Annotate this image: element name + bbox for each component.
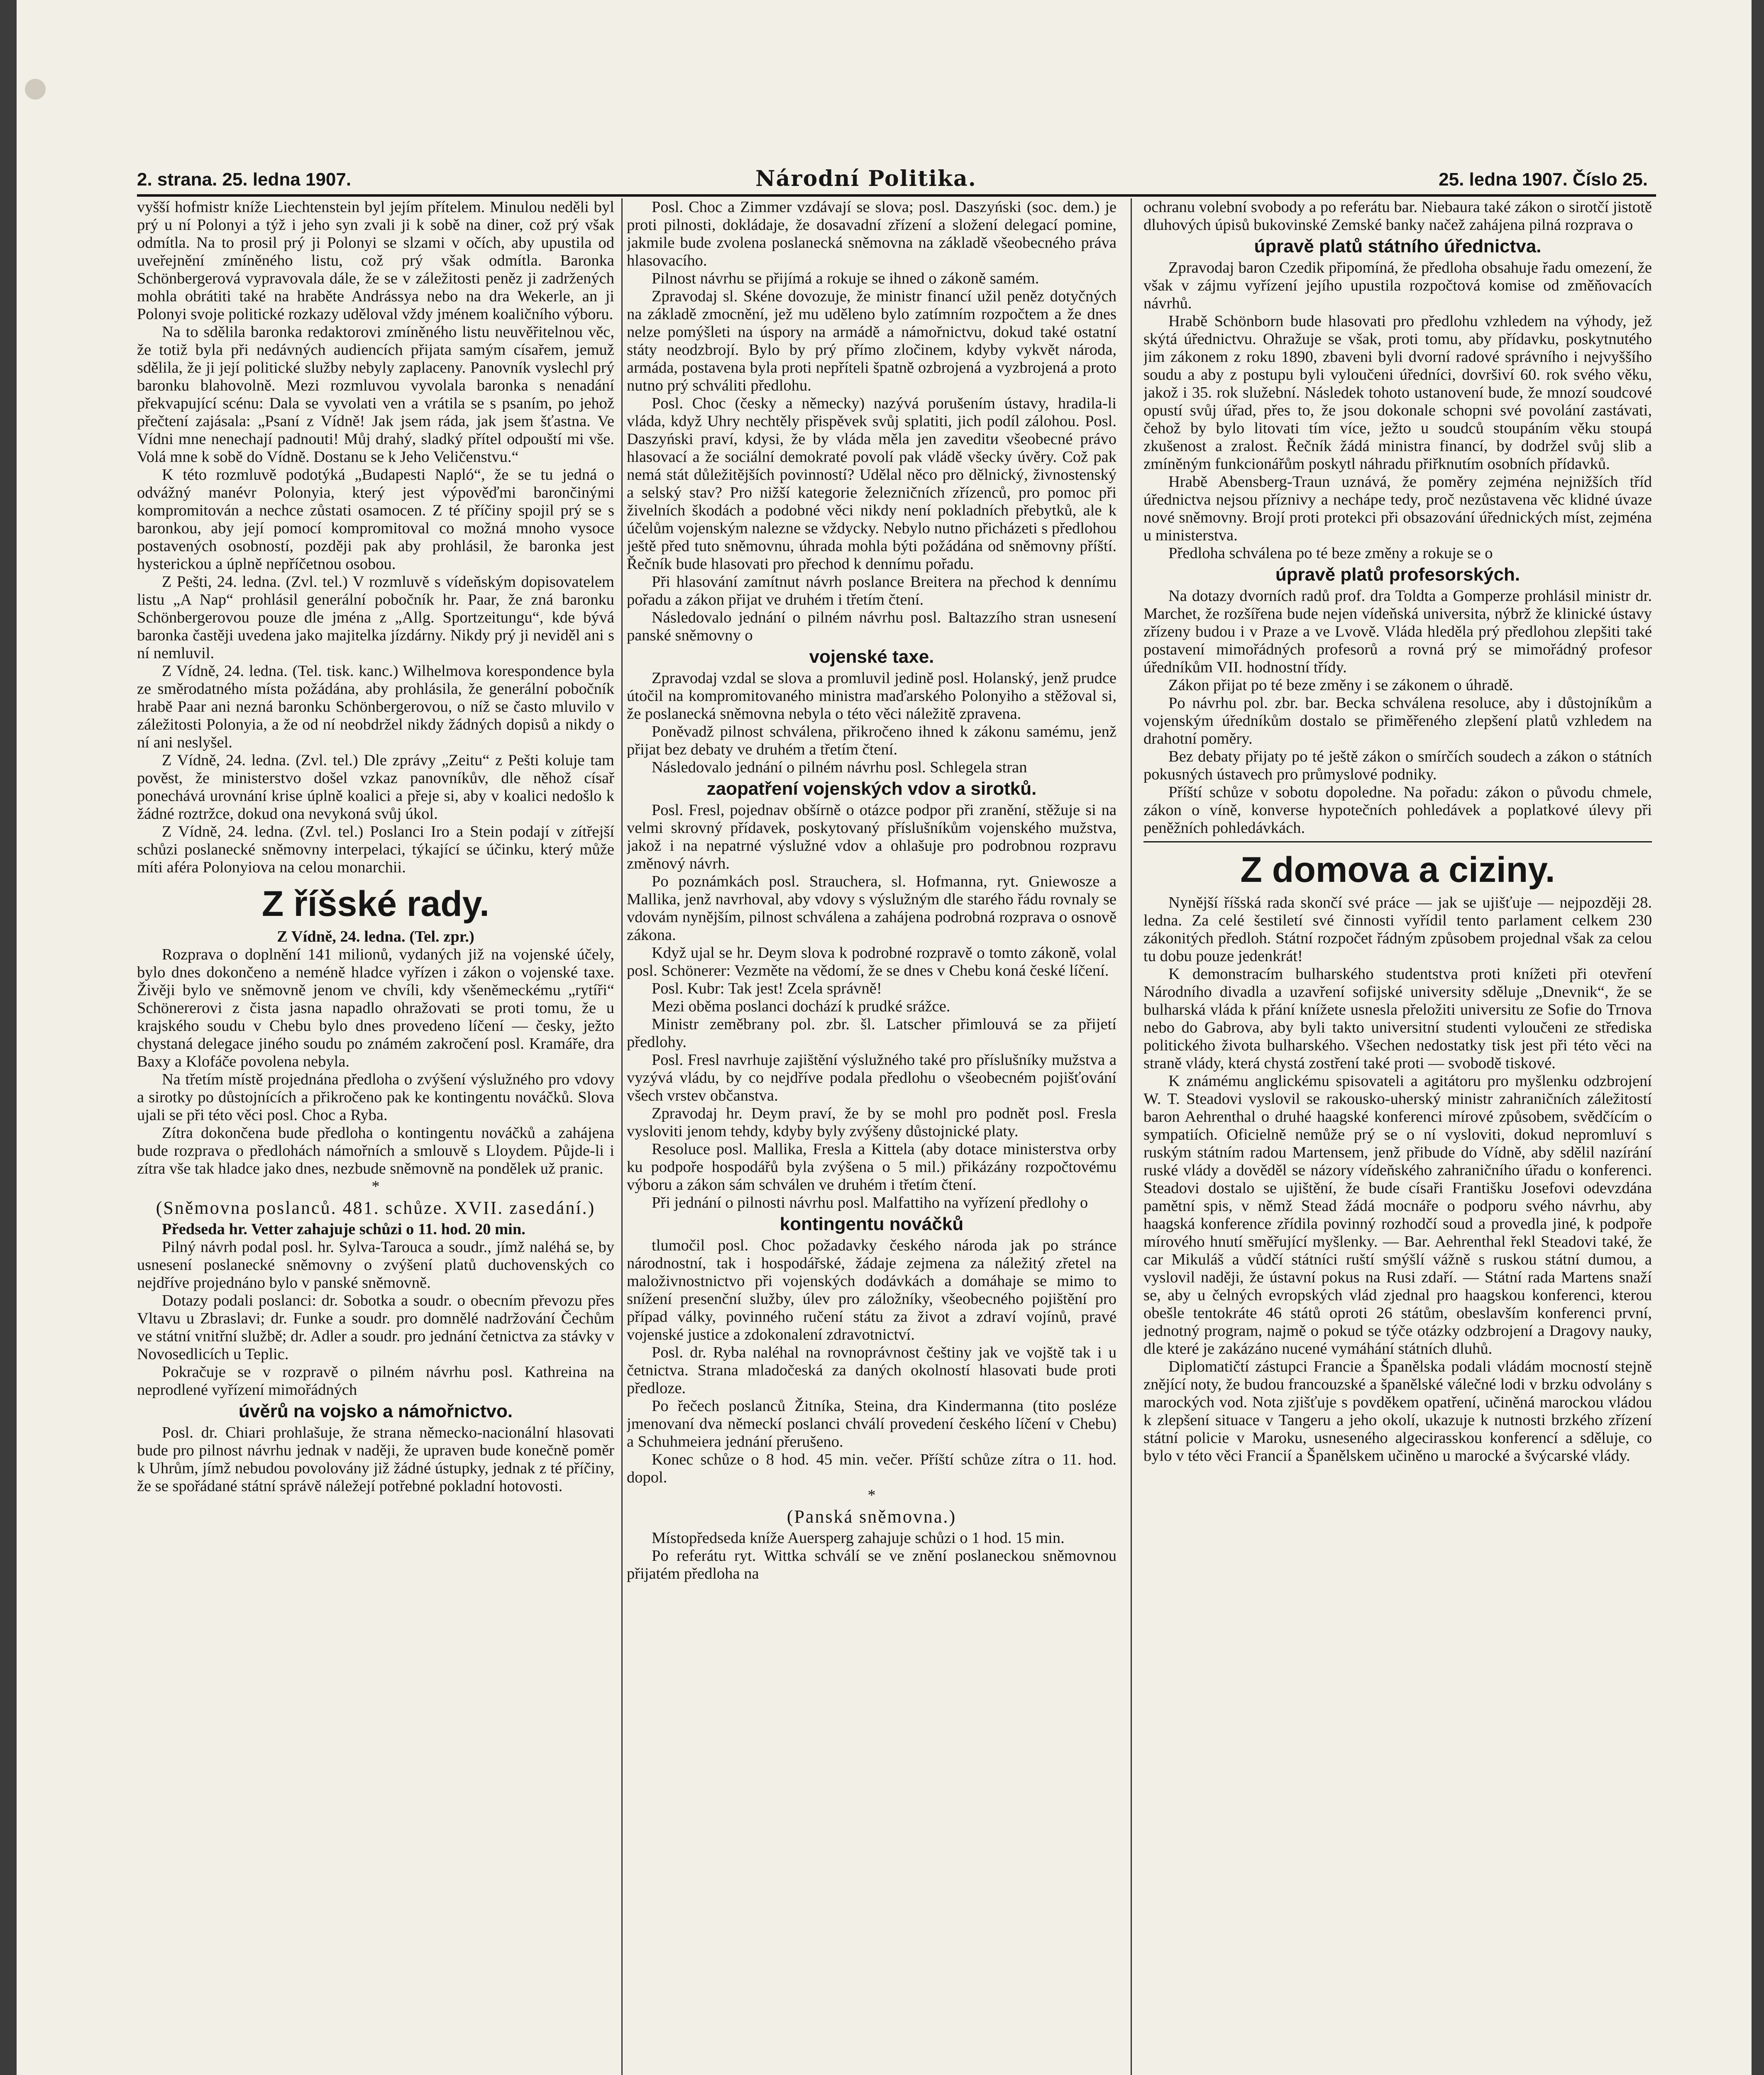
paragraph: Hrabě Schönborn bude hlasovati pro předlohu vzhledem na výhody, jež skýtá úřednictvu. Ohražuje se však, proti tomu, aby přídavku, poskytnutého jim zákonem z roku 1890, zbaveni byli dvorní radové správního i nejvyššího soudu a aby z postupu byli vyloučeni úředníci, dovršiví 60. rok svého věku, jakož i 35. rok služební. Následek tohoto ustanovení bude, že mnozí soudcové opustí svůj úřad, přes to, že jsou dokonale schopni své povolání zastávati, čehož by bylo litovati tím více, ježto u soudců stoupáním věku stoupá zkušenost a zralost. Řečník žádá ministra financí, by dodržel svůj slib a zmíněným funkcionářům poskytl náhradu přiřknutím osobních přídavků. [1143,312,1652,473]
paragraph: Předloha schválena po té beze změny a rokuje se o [1168,544,1493,562]
paragraph: Nynější říšská rada skončí své práce — jak se ujišťuje — nejpozději 28. ledna. Za celé šestiletí své činnosti vyřídil tento parlament celkem 230 zákonitých předloh. Státní rozpočet řádným způsobem projednal však za celou tu dobu pouze jedenkrát! [1143,894,1652,965]
paragraph: Posl. Fresl, pojednav obšírně o otázce podpor při zranění, stěžuje si na velmi skrovný přídavek, poskytovaný příslušníkům vojenského mužstva, jakož i na nepatrné výslužné vdov a ohlašuje pro podrobnou rozpravu změnový návrh. [627,801,1117,872]
paragraph: Zpravodaj baron Czedik připomíná, že předloha obsahuje řadu omezení, že však v zájmu vyřízení jejího upustila rozpočtová komise od změňovacích návrhů. [1143,259,1652,312]
paragraph: Posl. Fresl navrhuje zajištění výslužného také pro příslušníky mužstva a vyzývá vládu, by co nejdříve podala předlohu o všeobecném pojišťování všech vrstev občanstva. [627,1051,1117,1104]
paragraph: Po poznámkách posl. Straucherа, sl. Hofmanna, ryt. Gniewosze a Mallika, jenž navrhoval, aby vdovy s výslužným dle starého řádu rovnaly se vdovám nynějším, pilnost schválena a zahájena podrobná rozprava o osnově zákona. [627,873,1117,944]
paragraph: Zítra dokončena bude předloha o kontingentu nováčků a zahájena bude rozprava o předlohách námořních a smlouvě s Lloydem. Půjde-li i zítra vše tak hladce jako dnes, nezbude sněmovně na pondělek už pranic. [137,1124,614,1177]
page-header [137,166,1648,194]
subsection-title: úvěrů na vojsko a námořnictvo. [238,1401,513,1421]
paragraph: Posl. Kubr: Tak jest! Zcela správně! [652,980,882,997]
paragraph: Při jednání o pilnosti návrhu posl. Malfattiho na vyřízení předlohy o [652,1194,1088,1211]
paragraph: Následovalo jednání o pilném návrhu posl. Schlegela stran [652,759,1027,776]
paragraph: vyšší hofmistr kníže Liechtenstein byl jejím přítelem. Minulou neděli byl prý u ní Polonyi a týž i jeho syn zvali ji k sobě na diner, což prý však odmítla. Na to prosil prý ji Polonyi se slzami v očích, aby upustila od uveřejnění zmíněného listu, což prý však odmítla. Baronka Schönbergerová vypravovala dále, že se v záležitosti peněz ji zadržených mohla obrátiti také na hraběte Andrássya nebo na dra Wekerle, an ji Polonyi svoje politické rozkazy uděloval vždy jménem koaličního výboru. [137,198,614,323]
paragraph: Po referátu ryt. Wittka schválí se ve znění poslaneckou sněmovnou přijatém předloha na [627,1547,1117,1582]
paragraph: Na to sdělila baronka redaktorovi zmíněného listu neuvěřitelnou věc, že totiž byla při nedávných audiencích přijata samým císařem, jemuž sdělila, že ji její politické služby nebyly zaplaceny. Panovník vyslechl prý baronku blahovolně. Mezi rozmluvou vyvolala baronka s nenadání překvapující scénu: Dala se vyvolati ven a vrátila se s psaním, po jehož přečtení zajásala: „Psaní z Vídně! Jak jsem ráda, jak jsem šťastna. Ve Vídni mne nenechají padnouti! Můj drahý, sladký přítel odpouští mi vše. Volá mne k sobě do Vídně. Dostanu se k Jeho Veličenstvu.“ [137,323,614,466]
column-rule-2 [1131,198,1132,2075]
separator-star: * [867,1487,876,1504]
section-title: Z domova a ciziny. [1240,850,1555,890]
column-1 [137,198,614,2075]
paragraph: Po řečech poslanců Žitníka, Steina, dra Kindermanna (tito posléze jmenovaní dva německí poslanci chválí provedení českého líčení v Chebu) a Schuhmeiera jednání přerušeno. [627,1397,1117,1450]
paragraph: Dotazy podali poslanci: dr. Sobotka a soudr. o obecním převozu přes Vltavu u Zbraslavi; dr. Funke a soudr. pro domnělé nadržování Čechům ve státní vnitřní službě; dr. Adler a soudr. pro jednání četnictva za stávky v Novosedlicích u Teplic. [137,1292,614,1363]
session-heading: (Panská sněmovna.) [787,1506,957,1527]
paragraph: Na třetím místě projednána předloha o zvýšení výslužného pro vdovy a sirotky po důstojnících a přikročeno pak ke kontingentu nováčků. Slova ujali se při této věci posl. Choc a Ryba. [137,1071,614,1124]
paragraph: K demonstracím bulharského studentstva proti knížeti při otevření Národního divadla a uzavření sofijské university sděluje „Dnevnik“, že se bulharská vláda k přání knížete usnesla přeložiti universitu ze Sofie do Trnova nebo do Gabrova, aby byli takto universitní studenti vyloučeni ze střediska politického života bulharského. Všechen nedostatky tisk jest při této věci na straně vlády, která chystá zostření také proti — svobodě tiskové. [1143,965,1652,1072]
paragraph: Poněvadž pilnost schválena, přikročeno ihned k zákonu samému, jenž přijat bez debaty ve druhém a třetím čtení. [627,723,1117,758]
paragraph: Pilný návrh podal posl. hr. Sylva-Tarouca a soudr., jímž naléhá se, by usnesení poslanecké sněmovny o zvýšení platů duchovenských co nejdříve projednáno bylo v panské sněmovně. [137,1238,614,1291]
paragraph: K známému anglickému spisovateli a agitátoru pro myšlenku odzbrojení W. T. Steadovi vyslovil se rakousko-uherský ministr zahraničních záležitostí baron Aehrenthal o druhé haagské konferenci mírové způsobem, svědčícím o sympatiích. Oficielně nemůže prý se o ní vysloviti, dokud nepromluví s ruským státním radou Martensem, jenž přibude do Vídně, aby sdělil nazírání ruské vlády a dověděl se názory vídeňského zahraničního úřadu o konferenci. Steadovi dostalo se ujištění, že bude císaři Františku Josefovi odevzdána pamětní spis, v němž Stead žádá mocnáře o podporu svého návrhu, aby haagská konference zřídila povinný rozhodčí soud a provedla jiné, k podpoře mírového hnutí směřující myšlenky. — Bar. Aehrenthal řekl Steadovi také, že car Mikuláš a vůdčí státníci ruští smýšlí vážně s ruskou státní dumou, a vyslovil naději, že ústavní pokus na Rusi zdaří. — Státní rada Martens snaží se, aby u čelných evropských vlád zjednal pro haagskou konferenci, kterou obešle tentokráte 46 států oproti 26 státům, obeslavším konferenci první, jednotný program, najmě o pokud se týče otázky odzbrojení a Dragovy nauky, dle které je zakázáno nucené vymáhání státních dluhů. [1143,1072,1652,1357]
paragraph: Z Pešti, 24. ledna. (Zvl. tel.) V rozmluvě s vídeňským dopisovatelem listu „A Nap“ prohlásil generální pobočník hr. Paar, že zná baronku Schönbergerovou pouze dle jména z „Allg. Sportzeitungu“, kde bývá baronka častěji uvedena jako majitelka jízdárny. Nikdy prý ji neviděl ani s ní nemluvil. [137,573,614,662]
paragraph: Mezi oběma poslanci dochází k prudké srážce. [652,998,950,1015]
paragraph: Z Vídně, 24. ledna. (Tel. tisk. kanc.) Wilhelmova korespondence byla ze směrodatného místa požádána, aby prohlásila, že generální pobočník hrabě Paar ani nezná baronku Schönbergerovou, o níž se často mluvilo v záležitosti Polonyia, a že od ní neobdržel nikdy žádných dopisů a nikdy o ní ani neslyšel. [137,662,614,751]
paragraph: Při hlasování zamítnut návrh poslance Breitera na přechod k dennímu pořadu a zákon přijat ve druhém i třetím čtení. [627,573,1117,608]
paragraph: Zpravodaj hr. Deym praví, že by se mohl pro podnět posl. Fresla vysloviti jenom tehdy, kdyby byly zvýšeny důstojnické platy. [627,1105,1117,1140]
column-rule-1 [621,198,623,2075]
section-title: Z říšské rady. [261,884,490,924]
paragraph: Následovalo jednání o pilném návrhu posl. Baltazzího stran usnesení panské sněmovny o [627,609,1117,644]
paragraph: Zpravodaj sl. Skéne dovozuje, že ministr financí užil peněz dotyčných na základě zmocnění, jež mu uděleno bylo zatímním rozpočtem a že dnes nelze pomýšleti na úspory na armádě a námořnictvu, dokud také ostatní státy neodzbrojí. Bylo by prý přímo zločinem, kdyby vykvět národa, armáda, postavena byla proti nepříteli špatně ozbrojená a vyzbrojená a proto nutno prý schváliti předlohu. [627,288,1117,394]
paragraph: Z Vídně, 24. ledna. (Zvl. tel.) Poslanci Iro a Stein podají v zítřejší schůzi poslanecké sněmovny interpelaci, týkající se účinku, který může míti aféra Polonyiova na celou monarchii. [137,823,614,876]
header-left: 2. strana. 25. ledna 1907. [137,169,352,190]
paragraph: Místopředseda kníže Auersperg zahajuje schůzi o 1 hod. 15 min. [652,1529,1065,1547]
scan-edge-right [1752,0,1764,2075]
paragraph: K této rozmluvě podotýká „Budapesti Napló“, že se tu jedná o odvážný manévr Polonyia, který jest výpověďmi barončinými kompromitován a nechce zůstati osamocen. Z té příčiny spojil prý se s baronkou, aby její pomocí kompromitoval co možná mnoho vysoce postavených osobností, později pak aby prohlásil, že baronka jest hysterickou a úplně nepříčetnou osobou. [137,466,614,573]
subsection-title: úpravě platů státního úřednictva. [1254,236,1542,256]
subsection-title: vojenské taxe. [809,647,934,667]
scan-edge-left [0,0,17,2075]
paragraph: Posl. Choc (česky a německy) nazývá porušením ústavy, hradila-li vláda, když Uhry nechtěly přispěvek svůj splatiti, jich podíl zálohou. Posl. Daszyński praví, kdysi, že by vláda měla jen zaveditи všeobecné právo hlasovací a že sociální demokraté povolí pak vládě všecky úvěry. Což pak nemá stát důležitějších povinností? Udělal něco pro dělnický, živnostenský a selský stav? Pro nižší kategorie železničních zřízenců, pro pomoc při živelních škodách a podobné věci nikdy není pokladních přebytků, ale k účelům vojenským nalezne se vždycky. Nebylo nutno přicházeti s předlohou ještě před tuto sněmovnu, úhrada mohla býti požádána od sněmovny příští. Řečník bude hlasovati pro přechod k dennímu pořadu. [627,395,1117,573]
paragraph: Resoluce posl. Mallika, Fresla a Kittela (aby dotace ministerstva orby ku podpoře hospodářů byla zvýšena o 5 mil.) přikázány rozpočtovému výboru a zákon sám schválen ve druhém i třetím čtení. [627,1140,1117,1194]
subsection-title: kontingentu nováčků [779,1214,964,1234]
paragraph: ochranu volební svobody a po referátu bar. Niebaura také zákon o sirotčí jistotě dluhových úpisů bukovinské Zemské banky načež zahájena pilná rozprava o [1143,198,1652,234]
paragraph: Bez debaty přijaty po té ještě zákon o smírčích soudech a zákon o státních pokusných ústavech pro průmyslové podniky. [1143,748,1652,783]
dateline: Z Vídně, 24. ledna. (Tel. zpr.) [277,928,474,945]
paragraph: Pilnost návrhu se přijímá a rokuje se ihned o zákoně samém. [652,270,1039,287]
paragraph: Z Vídně, 24. ledna. (Zvl. tel.) Dle zprávy „Zeitu“ z Pešti koluje tam pověst, že ministerstvo došel vzkaz panovníkův, dle něhož císař ponechává urovnání krise úplně koalici a přeje si, aby v koalici nedošlo k žádné roztržce, dokud ona nevykoná svůj úkol. [137,752,614,823]
paragraph: Posl. dr. Ryba naléhal na rovnoprávnost češtiny jak ve vojště tak i u četnictva. Strana mladočeská za daných okolností hlasovati bude proti předloze. [627,1344,1117,1397]
header-rule [137,194,1656,197]
column-3 [1143,198,1652,2075]
separator-star: * [371,1178,380,1195]
subsection-title: úpravě platů profesorských. [1275,564,1520,585]
paragraph: Zákon přijat po té beze změny i se zákonem o úhradě. [1168,676,1513,694]
paragraph: Na dotazy dvorních radů prof. dra Toldta a Gomperze prohlásil ministr dr. Marchet, že rozšířena bude nejen vídeňská universita, nýbrž že klinické ústavy zřízeny budou i v Praze a ve Lvově. Vláda hleděla prý předlohou zlepšiti také postavení mimořádných profesorů a rovná prý se mimořádný profesor úředníkům VII. hodnostní třídy. [1143,587,1652,676]
paragraph: Rozprava o doplnění 141 milionů, vydaných již na vojenské účely, bylo dnes dokončeno a neméně hladce vyřízen i zákon o vojenské taxe. Živěji bylo ve sněmovně jenom ve chvíli, kdy všeněmeckému „rytíři“ Schönererovi z čista jasna napadlo ohražovati se proti tomu, že u krajského soudu v Chebu bylo dnes provedeno líčení — česky, ježto chystaná delegace jiného soudu po známém zakročení posl. Kramáře, dra Baxy a Klofáče povolena nebyla. [137,946,614,1070]
masthead-title: Národní Politika. [755,166,977,191]
header-right: 25. ledna 1907. Číslo 25. [1439,169,1648,190]
paragraph: Hrabě Abensberg-Traun uznává, že poměry zejména nejnižších tříd úřednictva nejsou příznivy a nechápe tedy, proč nezůstavena věc klidné úvaze nové sněmovny. Brojí proti protekci při obsazování úřednických míst, zejména u ministerstva. [1143,473,1652,544]
column-2 [627,198,1117,2075]
paragraph: Konec schůze o 8 hod. 45 min. večer. Příští schůze zítra o 11. hod. dopol. [627,1451,1117,1486]
paragraph: Zpravodaj vzdal se slova a promluvil jedině posl. Holanský, jenž prudce útočil na kompromitovaného ministra maďarského Polonyiho a stěžoval si, že poslanecká sněmovna nebyla o této věci náležitě zpravena. [627,669,1117,723]
paragraph: Příští schůze v sobotu dopoledne. Na pořadu: zákon o původu chmele, zákon o víně, konverse hypotečních pohledávek a poplatkové úlevy při peněžních pohledávkách. [1143,784,1652,837]
paragraph: Pokračuje se v rozpravě o pilném návrhu posl. Kathreina na neprodlené vyřízení mimořádných [137,1363,614,1399]
paragraph: Po návrhu pol. zbr. bar. Becka schválena resoluce, aby i důstojníkům a vojenským úředníkům dostalo se přiměřeného zlepšení platů vzhledem na drahotní poměry. [1143,694,1652,747]
subsection-title: zaopatření vojenských vdov a sirotků. [706,779,1037,799]
paragraph: Když ujal se hr. Deym slova k podrobné rozpravě o tomto zákoně, volal posl. Schönerer: Vezměte na vědomí, že se dnes v Chebu koná české líčení. [627,944,1117,979]
paragraph: Diplomatičtí zástupci Francie a Španělska podali vládám mocností stejně znějící noty, že budou francouzské a španělské válečné lodi v brzku odvolány s marockých vod. Nota zjišťuje s povděkem opatření, učiněná marockou vládou k zlepšení situace v Tangeru a jeho okolí, ukazuje k nutnosti brzkého zřízení státní policie v Maroku, usneseného algecirasskou konferencí a sděluje, co bylo v této věci Francií a Španělskem učiněno u marocké a švýcarské vlády. [1143,1358,1652,1465]
paragraph: Posl. Choc a Zimmer vzdávají se slova; posl. Daszyński (soc. dem.) je proti pilnosti, dokládaje, že dosavadní zřízení a složení delegací pomine, jakmile bude zvolena poslanecká sněmovna na základě všeobecného práva hlasovacího. [627,198,1117,269]
paragraph: tlumočil posl. Choc požadavky českého národa jak po stránce národnostní, tak i hospodářské, žádaje zejmena za náležitý zřetel na maloživnostnictvo při vojenských dodávkách a domáhaje se mimo to snížení presenční služby, úlev pro záložníky, všeobecného pojištění pro případ války, povinného ručení státu za život a zdraví vojínů, pravé vojenské justice a zdokonalení zdravotnictví. [627,1237,1117,1343]
paragraph: Ministr zeměbrany pol. zbr. šl. Latscher přimlouvá se za přijetí předlohy. [627,1016,1117,1051]
paragraph: Předseda hr. Vetter zahajuje schůzi o 11. hod. 20 min. [162,1221,525,1238]
binding-hole [25,79,46,100]
paragraph: Posl. dr. Chiari prohlašuje, že strana německo-nacionální hlasovati bude pro pilnost návrhu jednak v naději, že upraven bude konečně poměr k Uhrům, jímž nebudou povolovány již žádné ústupky, jednak z té příčiny, že se spořádané státní správě náležejí potřebné pokladní hotovosti. [137,1424,614,1495]
section-divider [1143,841,1652,842]
session-heading: (Sněmovna poslanců. 481. schůze. XVII. zasedání.) [156,1198,596,1218]
